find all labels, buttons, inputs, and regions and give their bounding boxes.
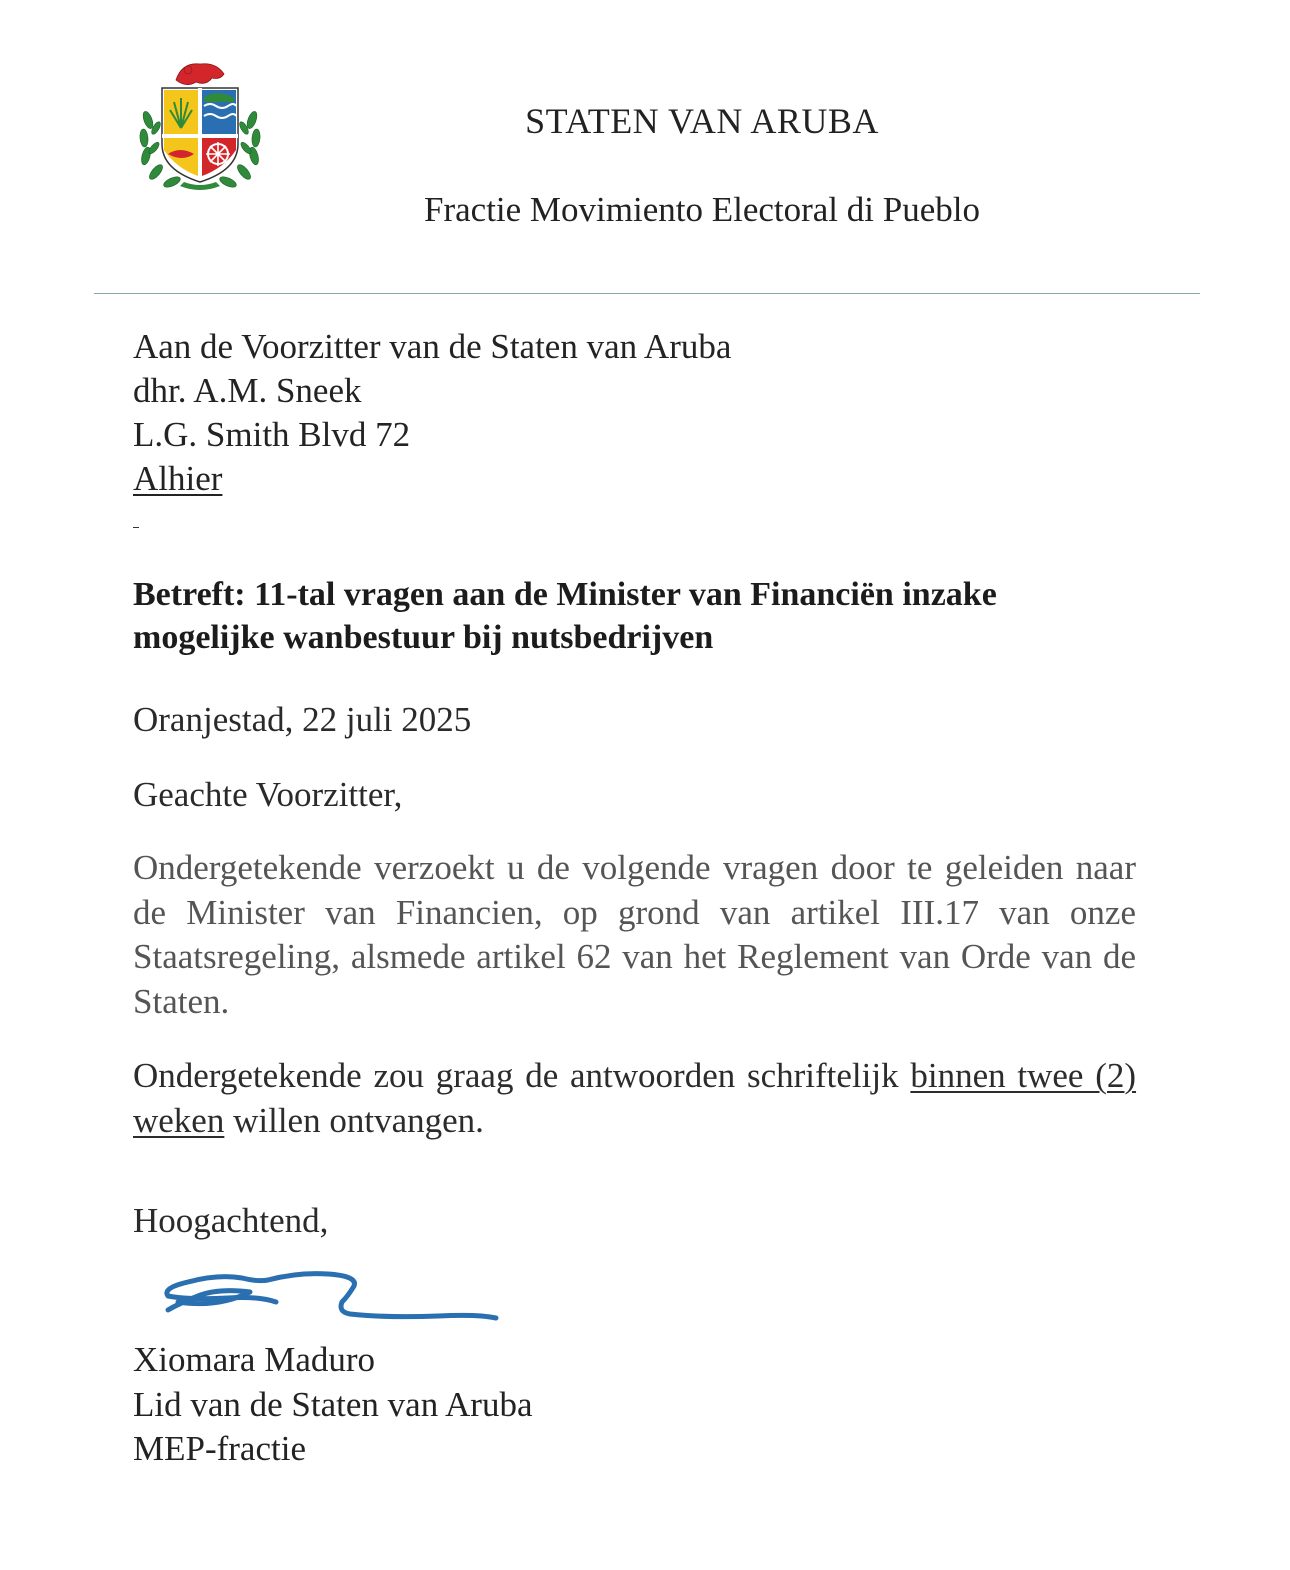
- header-divider: [94, 293, 1200, 294]
- signer-role: Lid van de Staten van Aruba: [133, 1384, 533, 1424]
- recipient-address: [133, 325, 731, 501]
- separator-dash: [133, 527, 139, 528]
- deadline-emphasis: binnen twee (2) weken: [133, 1056, 1137, 1140]
- signer-party: MEP-fractie: [133, 1429, 306, 1468]
- salutation: Geachte Voorzitter,: [133, 775, 403, 814]
- address-line-1: Aan de Voorzitter van de Staten van Aruba: [133, 327, 732, 366]
- address-line-2: dhr. A.M. Sneek: [133, 371, 362, 410]
- paragraph-2-end: willen ontvangen.: [233, 1100, 484, 1140]
- address-line-4: Alhier: [133, 459, 223, 498]
- faction-name: Fractie Movimiento Electoral di Pueblo: [424, 190, 980, 229]
- signer-block: [133, 1338, 532, 1472]
- subject-line: Betreft: 11-tal vragen aan de Minister van Financiën inzake mogelijke wanbestuur bij nutsbedrijven: [133, 576, 997, 656]
- paragraph-2-start: Ondergetekende zou graag de antwoorden schriftelijk: [133, 1056, 899, 1095]
- coat-of-arms-logo: [136, 58, 264, 194]
- organization-name: STATEN VAN ARUBA: [525, 101, 879, 141]
- handwritten-signature: [158, 1262, 503, 1332]
- signer-name: Xiomara Maduro: [133, 1340, 376, 1379]
- address-line-3: L.G. Smith Blvd 72: [133, 415, 411, 454]
- letter-date: Oranjestad, 22 juli 2025: [133, 700, 472, 739]
- body-paragraph-2: [133, 1054, 1136, 1143]
- body-paragraph-1: Ondergetekende verzoekt u de volgende vragen door te geleiden naar de Minister van Financien, op grond van artikel III.17 van onze Staatsregeling, alsmede artikel 62 van het Reglement van Orde van de Staten.: [133, 848, 1136, 1021]
- closing: Hoogachtend,: [133, 1201, 329, 1240]
